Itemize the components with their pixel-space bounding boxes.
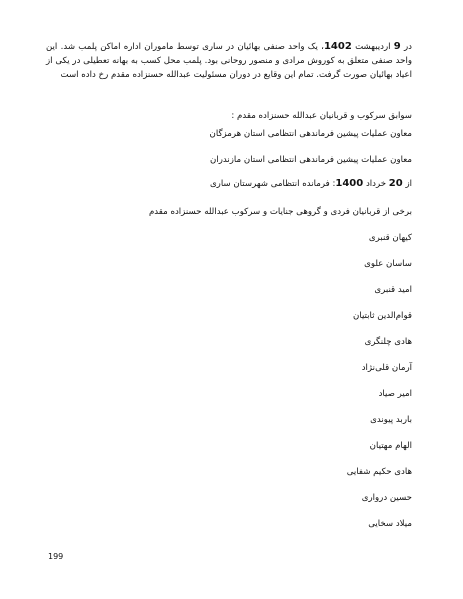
current-from: از [405,179,412,189]
victim-name: هادی چلنگری [364,337,412,347]
victim-name: هادی حکیم شفایی [346,467,412,477]
victims-heading: برخی از قربانیان فردی و گروهی جنایات و سرکوب عبدالله حسنزاده مقدم [148,207,412,217]
victim-name: آرمان قلی‌نژاد [361,363,412,373]
intro-text-start: در [404,42,413,52]
victim-name: قوام‌الدین ثابتیان [353,311,412,321]
intro-text-rest: ، یک واحد صنفی بهائیان در ساری توسط ماموران اداره اماکن پلمب شد. این واحد صنفی متعلق به کوروش مرادی و منصور روحانی بود. پلمب محل کسب به بهانه تعطیلی در یکی از اعیاد بهائیان صورت گرفت. تمام این وقایع در دوران مسئولیت عبدالله حسنزاده مقدم رخ داده است [46,42,412,80]
victim-name: امید قنبری [374,285,412,295]
intro-month: اردیبهشت [355,42,391,52]
position-item-hormozgan: معاون عملیات پیشین فرماندهی انتظامی استان هرمزگان [209,129,412,139]
current-month: خرداد [365,179,387,189]
position-item-mazandaran: معاون عملیات پیشین فرماندهی انتظامی استان مازندران [210,155,412,165]
victim-name: میلاد سخایی [368,519,412,529]
intro-year: 1402 [323,41,352,52]
current-day: 20 [388,178,403,189]
current-rest: : فرمانده انتظامی شهرستان ساری [209,179,336,189]
victim-name: امیر صیاد [378,389,412,399]
victim-name: کیهان قنبری [368,233,412,243]
intro-paragraph [46,40,412,82]
victim-name: ساسان علوی [364,259,412,269]
current-position-line [40,178,412,190]
background-heading: سوابق سرکوب و قربانیان عبدالله حسنزاده مقدم : [231,111,412,121]
intro-day: 9 [393,41,401,52]
victim-name: باربد پیوندی [370,415,412,425]
page-number: 199 [48,552,64,561]
victim-name: الهام مهتیان [369,441,412,451]
current-year: 1400 [335,178,364,189]
victim-name: حسین درواری [361,493,412,503]
